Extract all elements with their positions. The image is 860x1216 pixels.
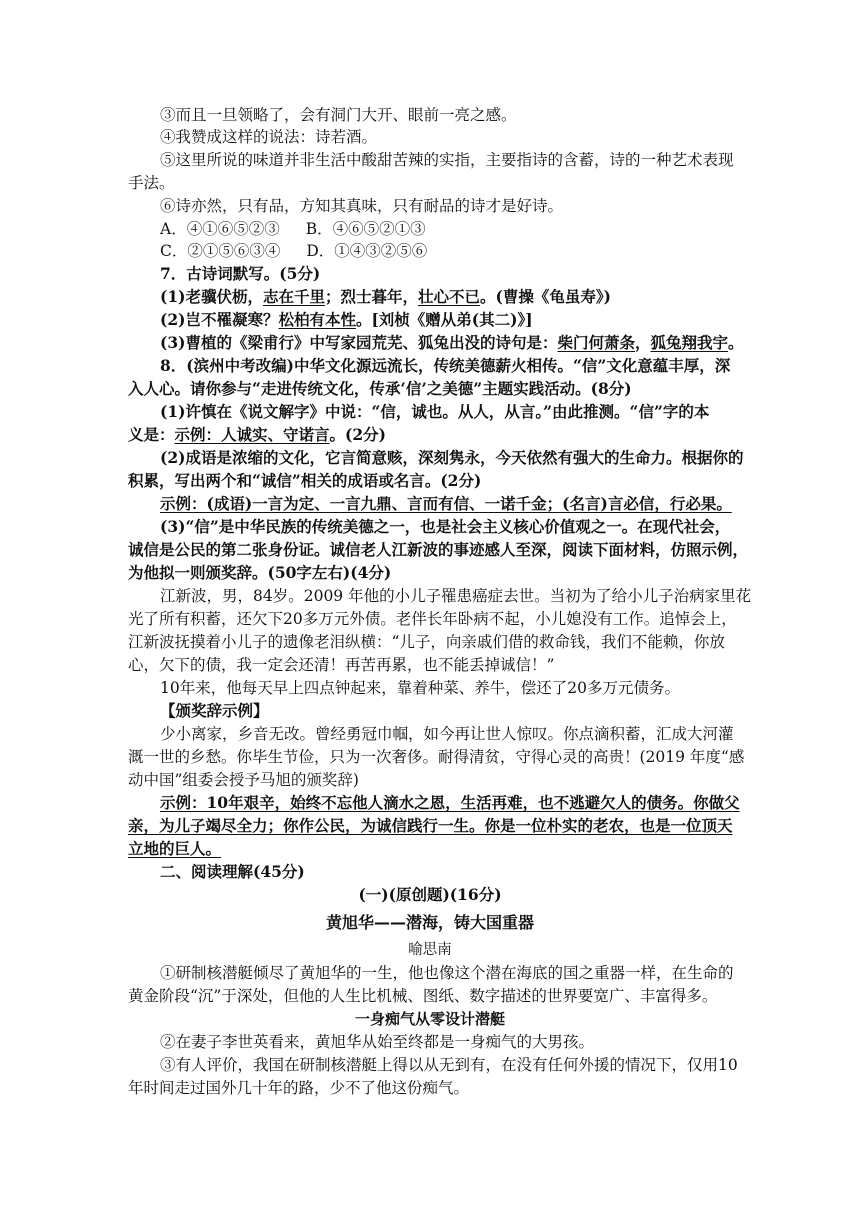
answer-blank: 松柏有本性 bbox=[278, 310, 356, 329]
article-title: 黄旭华——潜海，铸大国重器 bbox=[325, 913, 534, 932]
question-8-2: (2)成语是浓缩的文化，它言简意赅，深刻隽永，今天依然有强大的生命力。根据你的 bbox=[160, 448, 744, 467]
option-c: C．②①⑤⑥③④ bbox=[160, 242, 281, 260]
award-example-text: 少小离家，乡音无改。曾经勇冠巾帼，如今再让世人惊叹。你点滴积蓄，汇成大河灌 bbox=[160, 725, 734, 743]
option-sentence-6: ⑥诗亦然，只有品，方知其真味，只有耐品的诗才是好诗。 bbox=[160, 197, 564, 215]
article-paragraph-3-cont: 年时间走过国外几十年的路，少不了他这份痴气。 bbox=[128, 1079, 470, 1097]
material-paragraph: 江新波，男，84岁。2009 年他的小儿子罹患癌症去世。当初为了给小儿子治病家里花 bbox=[160, 587, 752, 605]
answer-blank: 壮心不已 bbox=[417, 287, 480, 306]
option-d: D．①④③②⑤⑥ bbox=[306, 242, 428, 260]
answer-options-ab bbox=[160, 218, 732, 240]
question-8-3: (3)“信”是中华民族的传统美德之一，也是社会主义核心价值观之一。在现代社会， bbox=[160, 517, 731, 536]
answer-blank: 狐兔翔我宇 bbox=[650, 333, 729, 352]
award-example-text: 溉一世的乡愁。你毕生节俭，只为一次奢侈。耐得清贫，守得心灵的高贵！(2019 年度“感 bbox=[128, 748, 745, 766]
award-example-text: 动中国”组委会授予马旭的颁奖辞) bbox=[128, 771, 359, 789]
question-7-title: 7．古诗词默写。(5分) bbox=[160, 264, 321, 283]
answer-blank: 志在千里 bbox=[262, 287, 325, 306]
article-subheading: 一身痴气从零设计潜艇 bbox=[354, 1010, 505, 1028]
option-sentence-3: ③而且一旦领略了，会有洞门大开、眼前一亮之感。 bbox=[160, 106, 517, 124]
question-8-title: 8．(滨州中考改编)中华文化源远流长，传统美德薪火相传。“信”文化意蕴丰厚，深 bbox=[160, 356, 731, 375]
answer-blank: 柴门何萧条 bbox=[557, 333, 635, 352]
question-8-2-cont: 积累，写出两个和“诚信”相关的成语或名言。(2分) bbox=[128, 471, 482, 490]
reading-1-title: (一)(原创题)(16分) bbox=[358, 885, 502, 904]
option-b: B．④⑥⑤②①③ bbox=[305, 220, 426, 238]
question-8-1: (1)许慎在《说文解字》中说：“信，诚也。从人，从言。”由此推测。“信”字的本 bbox=[160, 402, 710, 421]
article-paragraph-1: ①研制核潜艇倾尽了黄旭华的一生，他也像这个潜在海底的国之重器一样，在生命的 bbox=[160, 964, 734, 982]
question-8-1-answer: 义是：示例：人诚实、守诺言。(2分) bbox=[128, 425, 386, 444]
article-paragraph-2: ②在妻子李世英看来，黄旭华从始至终都是一身痴气的大男孩。 bbox=[160, 1033, 595, 1051]
question-8-3-cont2: 为他拟一则颁奖辞。(50字左右)(4分) bbox=[128, 563, 392, 582]
answer-options-cd bbox=[160, 240, 732, 262]
question-7-3: (3)曹植的《梁甫行》中写家园荒芜、狐兔出没的诗句是：柴门何萧条，狐兔翔我宇。 bbox=[160, 333, 744, 352]
award-example-heading: 【颁奖辞示例】 bbox=[160, 701, 269, 720]
material-paragraph: 光了所有积蓄，还欠下20多万元外债。老伴长年卧病不起，小儿媳没有工作。追悼会上， bbox=[128, 610, 737, 628]
question-8-title-cont: 入人心。请你参与“走进传统文化，传承‘信’之美德”主题实践活动。(8分) bbox=[128, 379, 632, 398]
article-paragraph-3: ③有人评价，我国在研制核潜艇上得以从无到有，在没有任何外援的情况下，仅用10 bbox=[160, 1056, 738, 1074]
answer-blank: 示例：人诚实、守诺言 bbox=[174, 425, 330, 444]
option-sentence-5: ⑤这里所说的味道并非生活中酸甜苦辣的实指，主要指诗的含蓄，诗的一种艺术表现 bbox=[160, 151, 734, 169]
material-paragraph: 心，欠下的债，我一定会还清！再苦再累，也不能丢掉诚信！” bbox=[128, 656, 555, 674]
option-a: A．④①⑥⑤②③ bbox=[160, 220, 280, 238]
question-8-2-answer: 示例：(成语)一言为定、一言九鼎、言而有信、一诺千金；(名言)言必信，行必果。 bbox=[160, 494, 732, 513]
article-author: 喻思南 bbox=[408, 942, 452, 958]
section-2-title: 二、阅读理解(45分) bbox=[160, 862, 305, 881]
award-answer: 亲，为儿子竭尽全力；你作公民，为诚信践行一生。你是一位朴实的老农，也是一位顶天 bbox=[128, 816, 733, 835]
question-7-2: (2)岂不罹凝寒？松柏有本性。[刘桢《赠从弟(其二)》] bbox=[160, 310, 533, 329]
option-sentence-4: ④我赞成这样的说法：诗若酒。 bbox=[160, 128, 378, 146]
award-answer: 立地的巨人。 bbox=[128, 839, 222, 858]
option-sentence-5-cont: 手法。 bbox=[128, 174, 175, 192]
material-paragraph: 10年来，他每天早上四点钟起来，靠着种菜、养牛，偿还了20多万元债务。 bbox=[160, 679, 680, 697]
award-answer: 示例：10年艰辛，始终不忘他人滴水之恩，生活再难，也不逃避欠人的债务。你做父 bbox=[160, 793, 740, 812]
question-7-1: (1)老骥伏枥，志在千里；烈士暮年，壮心不已。(曹操《龟虽寿》) bbox=[160, 287, 611, 306]
question-8-3-cont: 诚信是公民的第二张身份证。诚信老人江新波的事迹感人至深，阅读下面材料，仿照示例， bbox=[128, 540, 749, 559]
material-paragraph: 江新波抚摸着小儿子的遗像老泪纵横：“儿子，向亲戚们借的救命钱，我们不能赖，你放 bbox=[128, 633, 725, 651]
article-paragraph-1-cont: 黄金阶段“沉”于深处，但他的人生比机械、图纸、数字描述的世界要宽广、丰富得多。 bbox=[128, 987, 718, 1005]
